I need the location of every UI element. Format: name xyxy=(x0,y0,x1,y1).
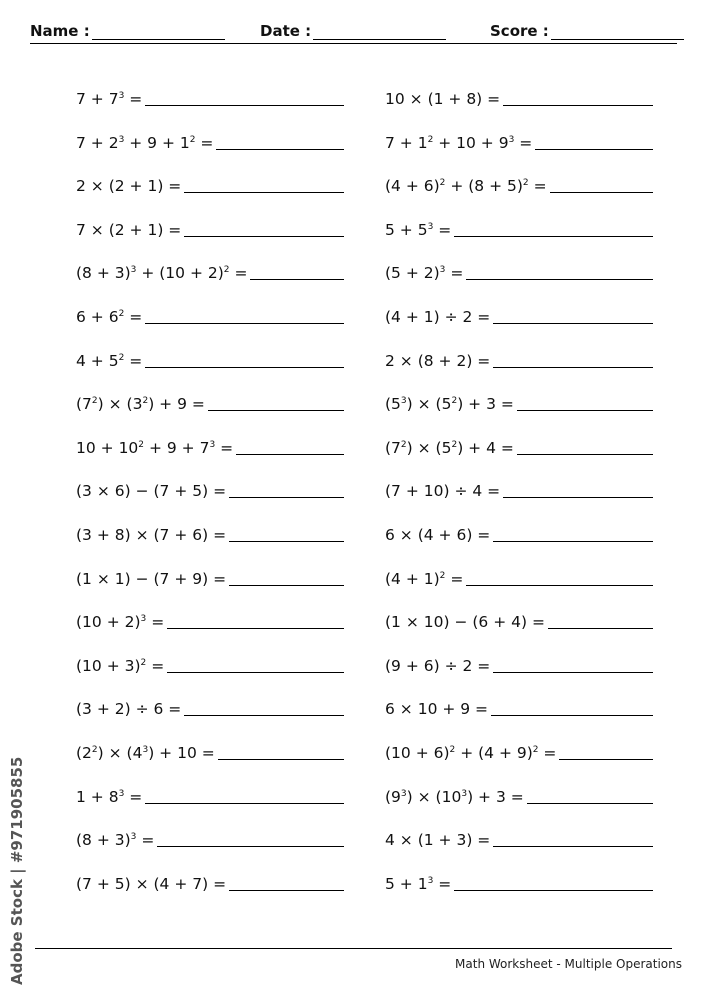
answer-line[interactable] xyxy=(157,845,344,847)
expression-text: + 10 + 9 xyxy=(433,133,509,152)
exponent: 3 xyxy=(118,91,125,101)
problem-expression xyxy=(76,177,184,195)
score-field[interactable] xyxy=(490,22,684,40)
expression-text: = xyxy=(528,177,547,196)
problem-expression xyxy=(385,526,493,544)
problem-expression xyxy=(385,700,491,718)
problem-row xyxy=(385,675,653,719)
exponent: 3 xyxy=(118,788,125,799)
exponent: 3 xyxy=(400,396,407,407)
problem-expression xyxy=(76,221,184,239)
problem-expression xyxy=(385,831,493,849)
problem-expression xyxy=(76,264,250,282)
problem-expression xyxy=(76,308,145,326)
exponent: 3 xyxy=(461,788,468,799)
expression-text: (10 + 2) xyxy=(76,613,141,632)
answer-line[interactable] xyxy=(236,453,344,455)
expression-text: ) × (10 xyxy=(406,787,462,806)
exponent: 3 xyxy=(142,744,149,755)
problem-row xyxy=(76,762,344,806)
problem-row xyxy=(385,631,653,675)
footer-divider xyxy=(35,948,672,949)
expression-text: + (4 + 9) xyxy=(455,743,533,762)
expression-text: (4 + 1) xyxy=(385,569,440,588)
worksheet-header xyxy=(30,18,677,44)
problem-expression xyxy=(76,788,145,806)
problem-expression xyxy=(385,177,550,195)
expression-text: (7 + 5) × (4 + 7) = xyxy=(76,874,227,893)
expression-text: + (8 + 5) xyxy=(445,177,523,196)
exponent: 3 xyxy=(439,265,446,276)
expression-text: + 9 + 1 xyxy=(124,133,190,152)
expression-text: = xyxy=(195,133,214,152)
exponent: 3 xyxy=(400,788,407,799)
expression-text: (10 + 6) xyxy=(385,743,450,762)
answer-line[interactable] xyxy=(250,278,344,280)
answer-line[interactable] xyxy=(466,584,653,586)
problem-expression xyxy=(76,700,184,718)
answer-line[interactable] xyxy=(493,671,653,673)
problem-row xyxy=(385,370,653,414)
right-problem-column xyxy=(385,82,653,893)
expression-text: ) + 9 = xyxy=(148,395,205,414)
expression-text: 7 + 2 xyxy=(76,133,119,152)
problem-expression xyxy=(76,482,229,500)
expression-text: ) + 10 = xyxy=(148,743,215,762)
exponent: 2 xyxy=(223,265,230,276)
problem-row xyxy=(76,806,344,850)
answer-line[interactable] xyxy=(184,714,344,716)
answer-line[interactable] xyxy=(229,584,344,586)
expression-text: ) × (5 xyxy=(406,395,452,414)
problem-expression xyxy=(76,134,216,152)
problem-expression xyxy=(385,744,559,762)
problem-expression xyxy=(76,831,157,849)
expression-text: (7 xyxy=(385,438,401,457)
name-line[interactable] xyxy=(92,25,225,40)
problem-row xyxy=(385,282,653,326)
expression-text: (3 + 8) × (7 + 6) = xyxy=(76,525,227,544)
answer-line[interactable] xyxy=(527,802,653,804)
name-label: Name : xyxy=(30,22,90,40)
expression-text: (5 xyxy=(385,395,401,414)
problem-expression xyxy=(76,90,145,108)
problem-expression xyxy=(385,90,503,108)
problem-row xyxy=(76,500,344,544)
exponent: 3 xyxy=(427,875,434,886)
expression-text: = xyxy=(433,874,452,893)
answer-line[interactable] xyxy=(208,409,344,411)
problem-expression xyxy=(385,875,454,893)
expression-text: = xyxy=(136,831,155,850)
exponent: 2 xyxy=(400,439,407,450)
expression-text: = xyxy=(433,220,452,239)
problem-expression xyxy=(385,221,454,239)
exponent: 2 xyxy=(189,134,196,145)
answer-line[interactable] xyxy=(535,148,653,150)
expression-text: (7 + 10) ÷ 4 = xyxy=(385,482,501,501)
score-label: Score : xyxy=(490,22,549,40)
expression-text: = xyxy=(124,787,143,806)
expression-text: (3 + 2) ÷ 6 = xyxy=(76,700,182,719)
answer-line[interactable] xyxy=(229,889,344,891)
answer-line[interactable] xyxy=(493,366,653,368)
expression-text: + 9 + 7 xyxy=(144,438,210,457)
answer-line[interactable] xyxy=(550,191,653,193)
expression-text: 1 + 8 xyxy=(76,787,119,806)
expression-text: 6 × 10 + 9 = xyxy=(385,700,489,719)
expression-text: 7 + 7 xyxy=(76,90,119,108)
answer-line[interactable] xyxy=(145,104,344,106)
exponent: 2 xyxy=(142,396,149,407)
problem-row xyxy=(76,152,344,196)
expression-text: (8 + 3) xyxy=(76,831,131,850)
problem-expression xyxy=(385,134,535,152)
header-divider xyxy=(30,43,677,44)
problem-expression xyxy=(385,352,493,370)
date-line[interactable] xyxy=(313,25,446,40)
problem-row xyxy=(385,588,653,632)
answer-line[interactable] xyxy=(229,496,344,498)
problem-expression xyxy=(385,264,466,282)
answer-line[interactable] xyxy=(548,627,653,629)
problem-expression xyxy=(385,788,527,806)
answer-line[interactable] xyxy=(167,671,344,673)
score-line[interactable] xyxy=(551,25,684,40)
expression-text: 10 × (1 + 8) = xyxy=(385,90,501,108)
problem-expression xyxy=(76,657,167,675)
answer-line[interactable] xyxy=(145,322,344,324)
problem-row xyxy=(385,544,653,588)
expression-text: (9 + 6) ÷ 2 = xyxy=(385,656,491,675)
exponent: 3 xyxy=(118,134,125,145)
problem-expression xyxy=(76,875,229,893)
problem-row xyxy=(385,457,653,501)
expression-text: = xyxy=(445,264,464,283)
answer-line[interactable] xyxy=(503,104,653,106)
problem-row xyxy=(76,849,344,893)
answer-line[interactable] xyxy=(184,235,344,237)
problem-row xyxy=(385,849,653,893)
answer-line[interactable] xyxy=(216,148,344,150)
problem-expression xyxy=(385,657,493,675)
date-label: Date : xyxy=(260,22,312,40)
exponent: 2 xyxy=(451,396,458,407)
problem-row xyxy=(385,500,653,544)
expression-text: ) + 3 = xyxy=(457,395,514,414)
expression-text: ) + 4 = xyxy=(457,438,514,457)
expression-text: (7 xyxy=(76,395,92,414)
expression-text: = xyxy=(146,613,165,632)
expression-text: 5 + 1 xyxy=(385,874,428,893)
problem-expression xyxy=(385,308,493,326)
expression-text: 10 + 10 xyxy=(76,438,139,457)
problem-expression xyxy=(76,570,229,588)
expression-text: = xyxy=(124,351,143,370)
problem-row xyxy=(385,762,653,806)
answer-line[interactable] xyxy=(218,758,344,760)
exponent: 2 xyxy=(118,308,125,319)
exponent: 2 xyxy=(451,439,458,450)
exponent: 2 xyxy=(532,744,539,755)
exponent: 3 xyxy=(508,134,515,145)
expression-text: 4 + 5 xyxy=(76,351,119,370)
expression-text: = xyxy=(445,569,464,588)
expression-text: (4 + 1) ÷ 2 = xyxy=(385,307,491,326)
expression-text: (1 × 1) − (7 + 9) = xyxy=(76,569,227,588)
problem-row xyxy=(385,326,653,370)
expression-text: ) × (3 xyxy=(97,395,143,414)
problem-row xyxy=(76,631,344,675)
expression-text: 6 + 6 xyxy=(76,307,119,326)
problem-row xyxy=(385,806,653,850)
problem-row xyxy=(76,544,344,588)
answer-line[interactable] xyxy=(491,714,653,716)
answer-line[interactable] xyxy=(466,278,653,280)
exponent: 3 xyxy=(209,439,216,450)
answer-line[interactable] xyxy=(454,235,653,237)
expression-text: ) × (5 xyxy=(406,438,452,457)
answer-line[interactable] xyxy=(184,191,344,193)
exponent: 2 xyxy=(91,396,98,407)
expression-text: 7 × (2 + 1) = xyxy=(76,220,182,239)
expression-text: (2 xyxy=(76,743,92,762)
problem-expression xyxy=(385,439,517,457)
answer-line[interactable] xyxy=(503,496,653,498)
exponent: 3 xyxy=(130,265,137,276)
answer-line[interactable] xyxy=(517,409,653,411)
exponent: 2 xyxy=(427,134,434,145)
expression-text: ) × (4 xyxy=(97,743,143,762)
answer-line[interactable] xyxy=(145,366,344,368)
problem-row xyxy=(76,718,344,762)
expression-text: = xyxy=(146,656,165,675)
expression-text: (9 xyxy=(385,787,401,806)
exponent: 2 xyxy=(118,352,125,363)
expression-text: 2 × (2 + 1) = xyxy=(76,177,182,196)
expression-text: = xyxy=(538,743,557,762)
problem-expression xyxy=(76,526,229,544)
expression-text: (3 × 6) − (7 + 5) = xyxy=(76,482,227,501)
problem-expression xyxy=(385,570,466,588)
problem-row xyxy=(76,108,344,152)
problem-expression xyxy=(385,395,517,413)
date-field[interactable] xyxy=(260,22,446,40)
problem-row xyxy=(76,370,344,414)
answer-line[interactable] xyxy=(454,889,653,891)
expression-text: (4 + 6) xyxy=(385,177,440,196)
answer-line[interactable] xyxy=(145,802,344,804)
exponent: 2 xyxy=(138,439,145,450)
problem-row xyxy=(385,239,653,283)
expression-text: = xyxy=(514,133,533,152)
expression-text: = xyxy=(229,264,248,283)
problem-row xyxy=(76,675,344,719)
answer-line[interactable] xyxy=(167,627,344,629)
problem-row xyxy=(76,82,344,108)
expression-text: 2 × (8 + 2) = xyxy=(385,351,491,370)
expression-text: (10 + 3) xyxy=(76,656,141,675)
problem-row xyxy=(385,108,653,152)
expression-text: ) + 3 = xyxy=(467,787,524,806)
problem-row xyxy=(385,718,653,762)
exponent: 2 xyxy=(522,178,529,189)
expression-text: 7 + 1 xyxy=(385,133,428,152)
problem-row xyxy=(76,413,344,457)
problem-expression xyxy=(76,352,145,370)
expression-text: 6 × (4 + 6) = xyxy=(385,525,491,544)
expression-text: (8 + 3) xyxy=(76,264,131,283)
exponent: 2 xyxy=(439,178,446,189)
expression-text: (1 × 10) − (6 + 4) = xyxy=(385,613,545,632)
expression-text: (5 + 2) xyxy=(385,264,440,283)
problem-expression xyxy=(76,395,208,413)
problem-row xyxy=(76,588,344,632)
problem-row xyxy=(385,195,653,239)
exponent: 2 xyxy=(439,570,446,581)
problem-row xyxy=(385,82,653,108)
exponent: 2 xyxy=(449,744,456,755)
problem-expression xyxy=(76,613,167,631)
problem-expression xyxy=(76,744,218,762)
expression-text: 5 + 5 xyxy=(385,220,428,239)
expression-text: = xyxy=(124,90,143,108)
stock-watermark: Adobe Stock | #971905855 xyxy=(8,756,26,985)
problem-row xyxy=(385,413,653,457)
answer-line[interactable] xyxy=(493,845,653,847)
exponent: 2 xyxy=(91,744,98,755)
worksheet-footer: Math Worksheet - Multiple Operations xyxy=(455,957,682,971)
exponent: 3 xyxy=(130,832,137,843)
left-problem-column xyxy=(76,82,344,893)
problem-row xyxy=(385,152,653,196)
problem-row xyxy=(76,195,344,239)
answer-line[interactable] xyxy=(493,322,653,324)
problem-expression xyxy=(76,439,236,457)
expression-text: + (10 + 2) xyxy=(136,264,224,283)
name-field[interactable] xyxy=(30,22,225,40)
exponent: 3 xyxy=(427,221,434,232)
answer-line[interactable] xyxy=(493,540,653,542)
answer-line[interactable] xyxy=(517,453,653,455)
problem-row xyxy=(76,457,344,501)
answer-line[interactable] xyxy=(229,540,344,542)
problem-expression xyxy=(385,613,548,631)
exponent: 3 xyxy=(140,614,147,625)
exponent: 2 xyxy=(140,657,147,668)
problem-expression xyxy=(385,482,503,500)
expression-text: 4 × (1 + 3) = xyxy=(385,831,491,850)
problem-row xyxy=(76,239,344,283)
expression-text: = xyxy=(124,307,143,326)
problem-row xyxy=(76,282,344,326)
answer-line[interactable] xyxy=(559,758,653,760)
expression-text: = xyxy=(215,438,234,457)
problem-row xyxy=(76,326,344,370)
